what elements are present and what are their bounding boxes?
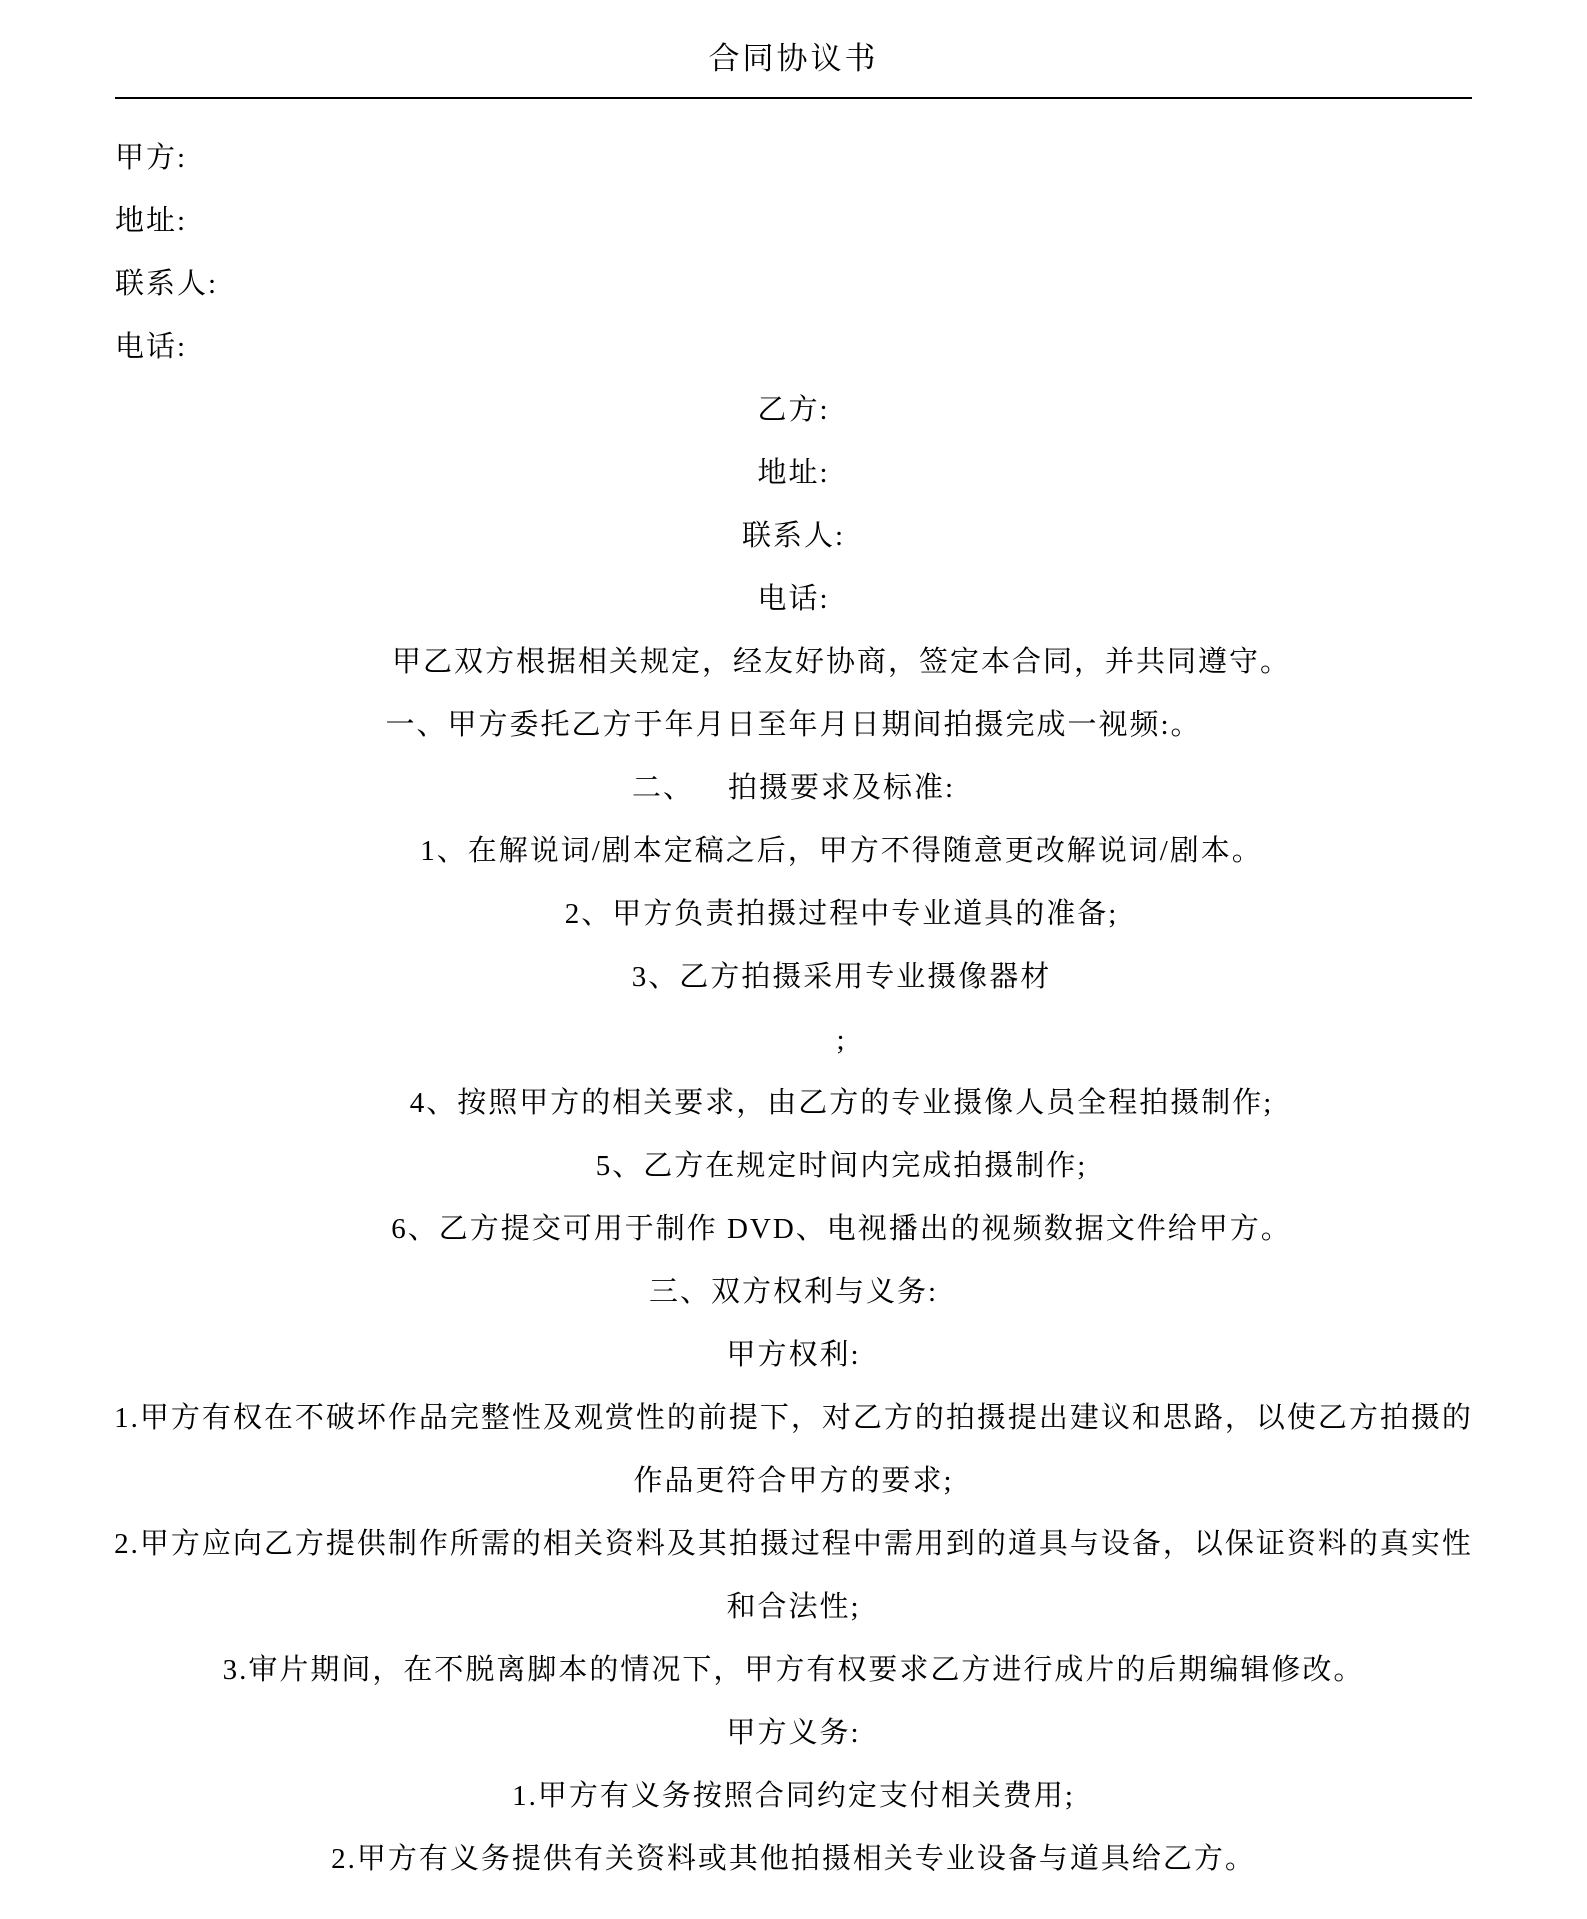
clause-3-heading: 三、双方权利与义务:: [648, 1276, 939, 1308]
title-divider: [115, 97, 1472, 99]
rights-item: 2.甲方应向乙方提供制作所需的相关资料及其拍摄过程中需用到的道具与设备，以保证资料的真实性和合法性;: [114, 1528, 1473, 1623]
clause-2-title: 拍摄要求及标准:: [727, 772, 956, 804]
rights-item: 3.审片期间，在不脱离脚本的情况下，甲方有权要求乙方进行成片的后期编辑修改。: [222, 1654, 1365, 1686]
party-a-block: [106, 127, 1481, 379]
party-b-block: [106, 379, 1481, 631]
clause-2-item: 1、在解说词/剧本定稿之后，甲方不得随意更改解说词/剧本。: [420, 835, 1263, 867]
party-b-phone-label: 电话:: [757, 583, 830, 615]
party-b-address-label: 地址:: [757, 457, 830, 489]
clause-2-heading: [106, 757, 1481, 820]
clause-2-item: 2、甲方负责拍摄过程中专业道具的准备;: [564, 898, 1119, 930]
obligations-item: 1.甲方有义务按照合同约定支付相关费用;: [512, 1780, 1075, 1812]
intro-paragraph: 甲乙双方根据相关规定，经友好协商，签定本合同，并共同遵守。: [391, 646, 1291, 678]
clause-1: 一、甲方委托乙方于年月日至年月日期间拍摄完成一视频:。: [385, 709, 1202, 741]
document-title: 合同协议书: [708, 41, 879, 76]
clause-2-item: 5、乙方在规定时间内完成拍摄制作;: [595, 1150, 1088, 1182]
rights-item: 1.甲方有权在不破坏作品完整性及观赏性的前提下，对乙方的拍摄提出建议和思路，以使乙方拍摄的作品更符合甲方的要求;: [114, 1402, 1473, 1497]
obligations-item: 2.甲方有义务提供有关资料或其他拍摄相关专业设备与道具给乙方。: [331, 1843, 1256, 1875]
party-b-contact-label: 联系人:: [741, 520, 846, 552]
rights-heading: 甲方权利:: [726, 1339, 861, 1371]
clause-2-item-continuation: ;: [836, 1024, 847, 1056]
clause-2-item: 3、乙方拍摄采用专业摄像器材: [631, 961, 1052, 993]
document-body: [106, 127, 1481, 1891]
clause-2-item: 4、按照甲方的相关要求，由乙方的专业摄像人员全程拍摄制作;: [409, 1087, 1274, 1119]
obligations-heading: 甲方义务:: [726, 1717, 861, 1749]
party-b-name-label: 乙方:: [757, 394, 830, 426]
party-a-contact-label: 联系人:: [115, 268, 219, 300]
party-a-phone-label: 电话:: [115, 331, 188, 363]
party-a-name-label: 甲方:: [115, 142, 188, 174]
clause-2-item: 6、乙方提交可用于制作 DVD、电视播出的视频数据文件给甲方。: [391, 1213, 1292, 1245]
party-a-address-label: 地址:: [115, 205, 188, 237]
clause-2-number: 二、: [631, 772, 694, 804]
